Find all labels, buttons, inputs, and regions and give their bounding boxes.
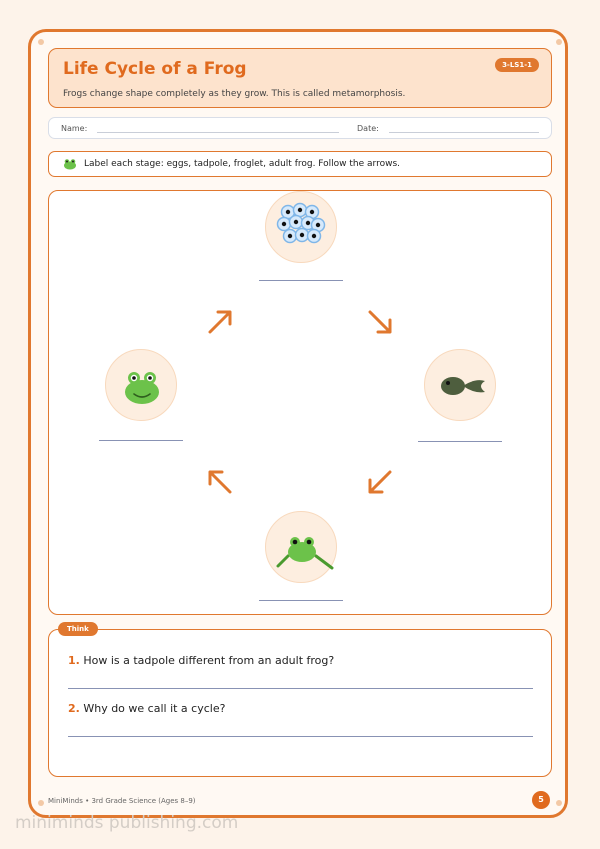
instruction-box [48, 151, 552, 177]
question-number: 2. [68, 702, 80, 715]
stage-eggs [265, 191, 337, 263]
date-field[interactable] [389, 132, 539, 133]
name-field[interactable] [97, 132, 339, 133]
stage-tadpole [424, 349, 496, 421]
arrow-down-right-icon [364, 306, 396, 338]
frog-icon [63, 158, 77, 170]
standard-code-badge: 3-LS1-1 [495, 58, 539, 72]
tadpole-answer-line[interactable] [418, 441, 502, 442]
question-number: 1. [68, 654, 80, 667]
arrow-up-right-icon [204, 306, 236, 338]
adult-frog-icon [106, 350, 178, 422]
question-text: How is a tadpole different from an adult frog? [83, 654, 335, 667]
eggs-icon [266, 192, 338, 264]
arrow-down-left-icon [364, 466, 396, 498]
question-2 [68, 702, 225, 715]
question-text: Why do we call it a cycle? [83, 702, 226, 715]
answer-line-1[interactable] [68, 688, 533, 689]
corner-dot [556, 800, 562, 806]
corner-dot [38, 800, 44, 806]
adult-frog-answer-line[interactable] [99, 440, 183, 441]
page-title: Life Cycle of a Frog [63, 59, 247, 79]
page-number: 5 [532, 791, 550, 809]
date-label: Date: [357, 124, 379, 133]
tadpole-icon [425, 350, 497, 422]
page-subtitle: Frogs change shape completely as they grow. This is called metamorphosis. [63, 89, 406, 99]
footer-text: MiniMinds • 3rd Grade Science (Ages 8–9) [48, 797, 196, 805]
question-1 [68, 654, 334, 667]
name-label: Name: [61, 124, 88, 133]
name-date-bar [48, 117, 552, 139]
answer-line-2[interactable] [68, 736, 533, 737]
stage-froglet [265, 511, 337, 583]
instruction-text: Label each stage: eggs, tadpole, froglet, adult frog. Follow the arrows. [84, 159, 401, 169]
froglet-icon [266, 512, 338, 584]
stage-adult-frog [105, 349, 177, 421]
watermark: miniminds publishing.com [15, 813, 239, 833]
header-box [48, 48, 552, 108]
think-tag: Think [58, 622, 98, 636]
life-cycle-diagram [48, 190, 552, 615]
corner-dot [556, 39, 562, 45]
arrow-up-left-icon [204, 466, 236, 498]
eggs-answer-line[interactable] [259, 280, 343, 281]
corner-dot [38, 39, 44, 45]
froglet-answer-line[interactable] [259, 600, 343, 601]
